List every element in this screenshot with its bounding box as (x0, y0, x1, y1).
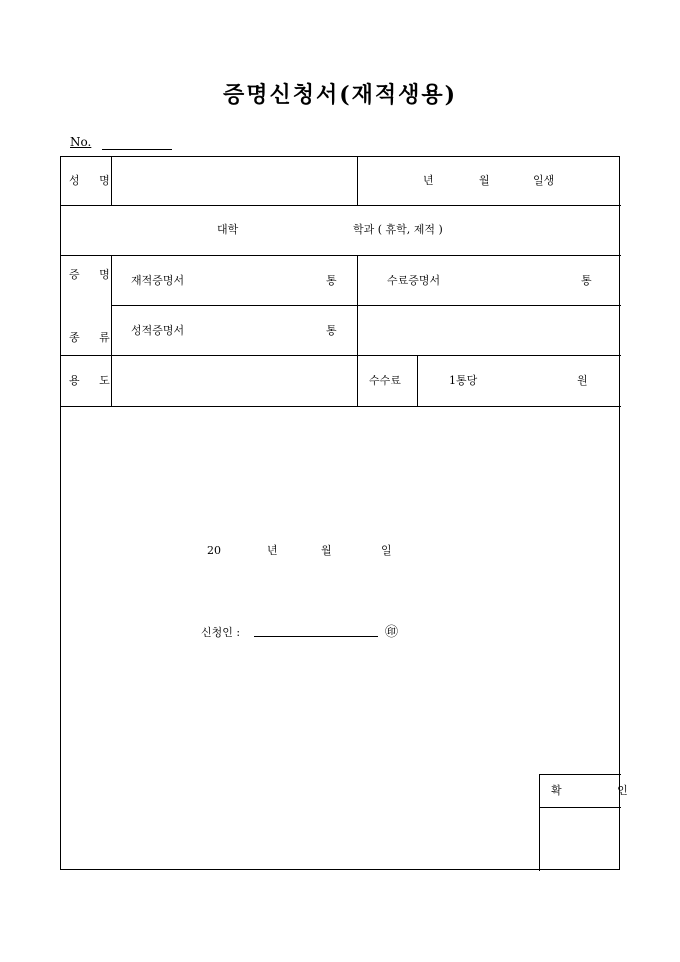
row-divider (61, 205, 621, 206)
date-year-prefix: 20 (207, 544, 221, 557)
confirm-box-left (539, 774, 540, 871)
confirm-box-top (539, 774, 621, 775)
col-divider (417, 355, 418, 406)
per-copy-label: 1통당 (449, 374, 478, 387)
application-form (60, 156, 654, 870)
number-label: No. (70, 135, 92, 149)
row-divider (61, 355, 621, 356)
purpose-label: 용 도 (69, 374, 118, 387)
col-divider (357, 255, 358, 406)
department-status-label: 학과 ( 휴학, 제적 ) (353, 223, 443, 236)
fee-label: 수수료 (369, 374, 401, 387)
enrollment-cert-unit: 통 (326, 274, 337, 287)
transcript-unit: 통 (326, 324, 337, 337)
applicant-label: 신청인 : (201, 626, 241, 639)
date-day-label: 일 (381, 544, 392, 557)
cert-type-label-top: 증 명 (69, 268, 118, 281)
enrollment-cert-label: 재적증명서 (131, 274, 185, 287)
confirm-label: 확 인 (551, 784, 654, 797)
seal-mark: ㊞ (385, 625, 399, 640)
birth-day-label: 일생 (533, 174, 555, 187)
col-divider (357, 157, 358, 205)
row-divider (111, 305, 621, 306)
transcript-label: 성적증명서 (131, 324, 185, 337)
college-label: 대학 (217, 223, 239, 236)
completion-cert-label: 수료증명서 (387, 274, 441, 287)
completion-cert-unit: 통 (581, 274, 592, 287)
date-year-label: 년 (267, 544, 278, 557)
birth-month-label: 월 (479, 174, 490, 187)
date-month-label: 월 (321, 544, 332, 557)
birth-year-label: 년 (423, 174, 434, 187)
applicant-signature-line (254, 636, 378, 637)
row-divider (61, 406, 621, 407)
row-divider (61, 255, 621, 256)
confirm-box-divider (539, 807, 621, 808)
page-title: 증명신청서(재적생용) (222, 82, 458, 108)
number-field-line (102, 149, 172, 150)
cert-type-label-bottom: 종 류 (69, 331, 118, 344)
currency-label: 원 (577, 374, 588, 387)
name-label: 성 명 (69, 174, 118, 187)
